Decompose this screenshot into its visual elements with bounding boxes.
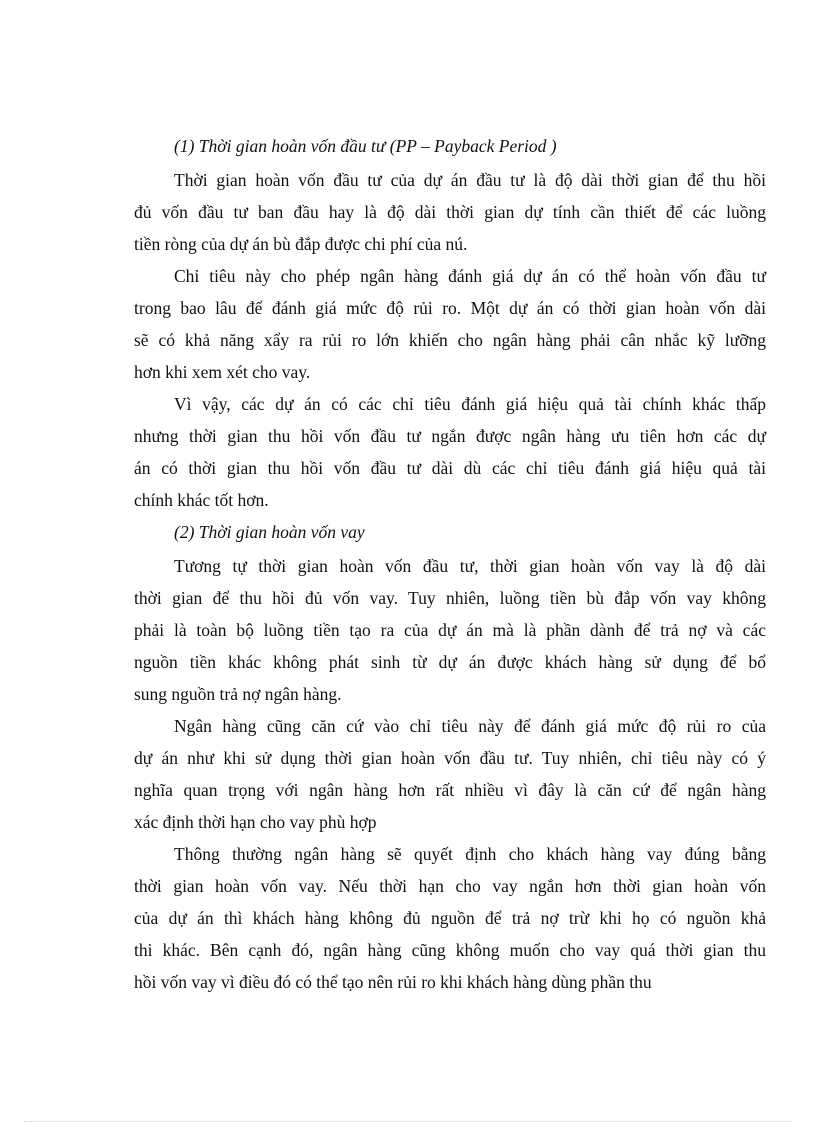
- text-line: tiền ròng của dự án bù đắp được chi phí của nú.: [134, 234, 468, 254]
- text-line: Vì vậy, các dự án có các chỉ tiêu đánh giá hiệu quả tài chính khác thấp: [174, 394, 766, 414]
- text-line: trong bao lâu để đánh giá mức độ rủi ro. Một dự án có thời gian hoàn vốn dài: [134, 298, 766, 318]
- text-line: Thời gian hoàn vốn đầu tư của dự án đầu tư là độ dài thời gian để thu hồi: [174, 170, 766, 190]
- document-body: [134, 130, 766, 998]
- text-line: Ngân hàng cũng căn cứ vào chỉ tiêu này để đánh giá mức độ rủi ro của: [174, 716, 766, 736]
- text-line: phải là toàn bộ luồng tiền tạo ra của dự án mà là phần dành để trả nợ và các: [134, 620, 766, 640]
- text-line: thời gian hoàn vốn vay. Nếu thời hạn cho vay ngắn hơn thời gian hoàn vốn: [134, 876, 766, 896]
- text-line: chính khác tốt hơn.: [134, 490, 269, 510]
- text-line: xác định thời hạn cho vay phù hợp: [134, 812, 377, 832]
- paragraph-loan-payback-importance: [134, 710, 766, 838]
- section-heading-loan-payback: (2) Thời gian hoàn vốn vay: [174, 522, 365, 542]
- paragraph-loan-term-decision: [134, 838, 766, 998]
- text-line: đủ vốn đầu tư ban đầu hay là độ dài thời gian dự tính cần thiết để các luồng: [134, 202, 766, 222]
- text-line: thi khác. Bên cạnh đó, ngân hàng cũng không muốn cho vay quá thời gian thu: [134, 940, 766, 960]
- text-line: dự án như khi sử dụng thời gian hoàn vốn đầu tư. Tuy nhiên, chỉ tiêu này có ý: [134, 748, 766, 768]
- text-line: hơn khi xem xét cho vay.: [134, 362, 311, 382]
- paragraph-loan-payback-definition: [134, 550, 766, 710]
- text-line: sẽ có khả năng xẩy ra rủi ro lớn khiến cho ngân hàng phải cân nhắc kỹ lưỡng: [134, 330, 766, 350]
- text-line: thời gian để thu hồi đủ vốn vay. Tuy nhiên, luồng tiền bù đắp vốn vay không: [134, 588, 766, 608]
- text-line: Thông thường ngân hàng sẽ quyết định cho khách hàng vay đúng bằng: [174, 844, 766, 864]
- text-line: án có thời gian thu hồi vốn đầu tư dài dù các chỉ tiêu đánh giá hiệu quả tài: [134, 458, 766, 478]
- section-heading-payback-period: (1) Thời gian hoàn vốn đầu tư (PP – Payback Period ): [174, 136, 557, 156]
- text-line: nhưng thời gian thu hồi vốn đầu tư ngắn được ngân hàng ưu tiên hơn các dự: [134, 426, 766, 446]
- text-line: nghĩa quan trọng với ngân hàng hơn rất nhiều vì đây là căn cứ để ngân hàng: [134, 780, 766, 800]
- text-line: nguồn tiền khác không phát sinh từ dự án được khách hàng sử dụng để bổ: [134, 652, 766, 672]
- paragraph-payback-assessment: [134, 260, 766, 388]
- text-line: hồi vốn vay vì điều đó có thể tạo nên rủi ro khi khách hàng dùng phần thu: [134, 972, 652, 992]
- text-line: Chỉ tiêu này cho phép ngân hàng đánh giá dự án có thể hoàn vốn đầu tư: [174, 266, 766, 286]
- text-line: sung nguồn trả nợ ngân hàng.: [134, 684, 342, 704]
- text-line: của dự án thì khách hàng không đủ nguồn để trả nợ trừ khi họ có nguồn khả: [134, 908, 766, 928]
- paragraph-payback-priority: [134, 388, 766, 516]
- text-line: Tương tự thời gian hoàn vốn đầu tư, thời gian hoàn vốn vay là độ dài: [174, 556, 766, 576]
- paragraph-payback-definition: [134, 164, 766, 260]
